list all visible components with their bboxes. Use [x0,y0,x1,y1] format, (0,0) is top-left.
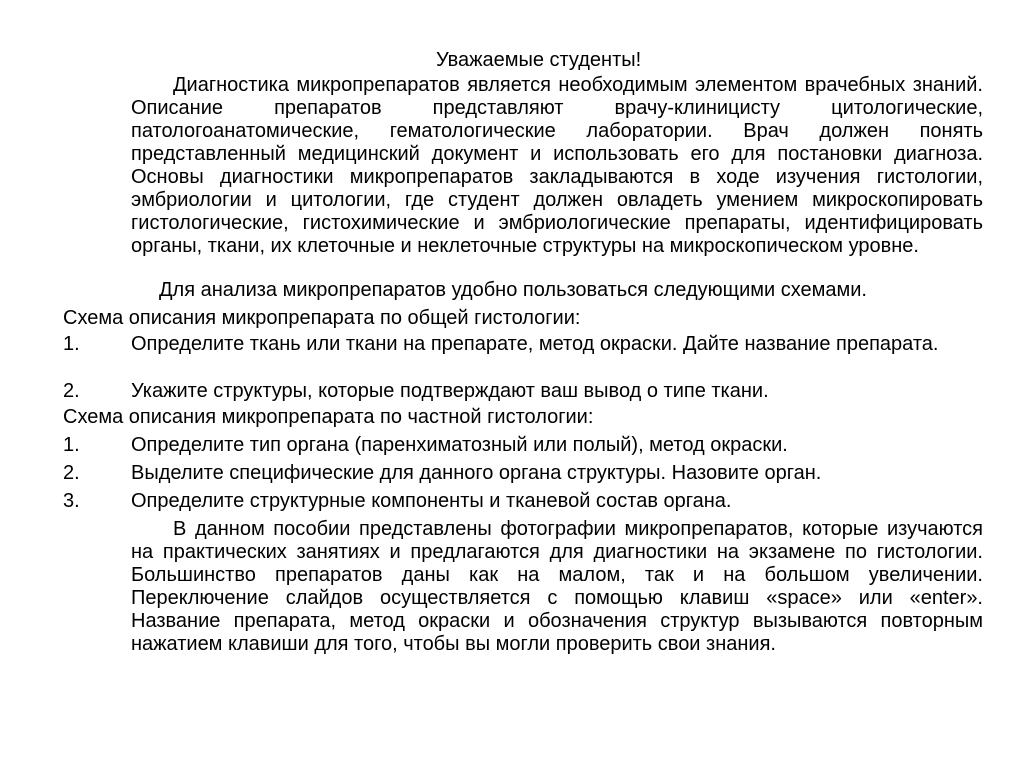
slide-title: Уважаемые студенты! [436,49,642,71]
closing-paragraph [131,518,983,656]
special-histology-heading: Схема описания микропрепарата по частной гистологии: [63,406,594,428]
list-item-text: Определите структурные компоненты и тканевой состав органа. [131,490,732,512]
list-number: 2. [63,462,80,484]
list-number: 3. [63,490,80,512]
list-item-text: Укажите структуры, которые подтверждают ваш вывод о типе ткани. [131,380,769,402]
intro-paragraph-text: Диагностика микропрепаратов является необходимым элементом врачебных знаний. Описание препаратов представляют врачу-клиницисту цитологические, патологоанатомические, гематологические лаборатории. Врач должен понять представленный медицинский документ и использовать его для постановки диагноза. Основы диагностики микропрепаратов закладываются в ходе изучения гистологии, эмбриологии и цитологии, где студент должен овладеть умением микроскопировать гистологические, гистохимические и эмбриологические препараты, идентифицировать органы, ткани, их клеточные и неклеточные структуры на микроскопическом уровне. [131,74,983,257]
list-number: 1. [63,434,80,456]
list-item-text: Определите ткань или ткани на препарате, метод окраски. Дайте название препарата. [131,333,939,355]
list-item-text: Выделите специфические для данного органа структуры. Назовите орган. [131,462,822,484]
intro-paragraph [131,74,983,258]
general-histology-heading: Схема описания микропрепарата по общей гистологии: [63,307,581,329]
list-number: 1. [63,333,80,355]
list-number: 2. [63,380,80,402]
closing-paragraph-text: В данном пособии представлены фотографии микропрепаратов, которые изучаются на практических занятиях и предлагаются для диагностики на экзамене по гистологии. Большинство препаратов даны как на малом, так и на большом увеличении. Переключение слайдов осуществляется с помощью клавиш «space» или «enter». Название препарата, метод окраски и обозначения структур вызываются повторным нажатием клавиши для того, чтобы вы могли проверить свои знания. [131,518,983,655]
schemes-intro: Для анализа микропрепаратов удобно пользоваться следующими схемами. [159,279,867,301]
list-item-text: Определите тип органа (паренхиматозный или полый), метод окраски. [131,434,788,456]
